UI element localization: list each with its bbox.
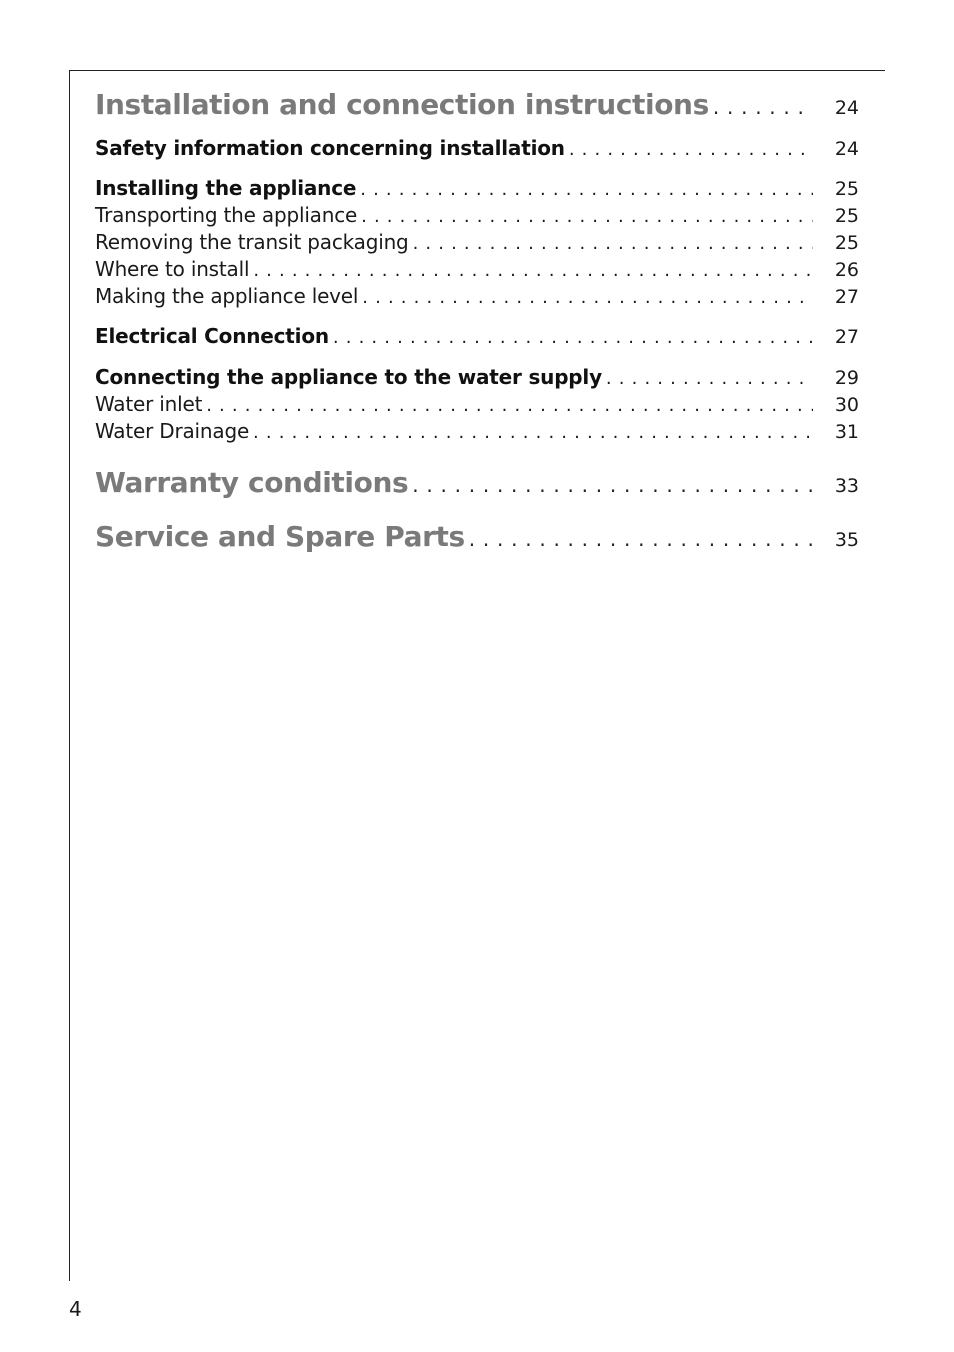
leader-dots xyxy=(713,95,813,119)
toc-entry[interactable] xyxy=(95,203,859,227)
toc-entry-title: Safety information concerning installation xyxy=(95,136,565,160)
left-rule xyxy=(69,70,70,1281)
toc-entry[interactable] xyxy=(95,88,859,121)
toc-entry[interactable] xyxy=(95,230,859,254)
leader-dots xyxy=(360,179,813,200)
toc-entry-page: 27 xyxy=(834,326,859,348)
leader-dots xyxy=(253,422,813,443)
leader-dots xyxy=(333,327,813,348)
leader-dots xyxy=(606,368,813,389)
toc-entry[interactable] xyxy=(95,466,859,499)
toc-entry-page: 35 xyxy=(834,529,859,551)
top-rule xyxy=(69,70,885,71)
page-number: 4 xyxy=(69,1297,82,1321)
toc-entry-title: Connecting the appliance to the water supply xyxy=(95,365,602,389)
toc-entry[interactable] xyxy=(95,176,859,200)
leader-dots xyxy=(206,395,813,416)
toc-entry-title: Electrical Connection xyxy=(95,324,329,348)
leader-dots xyxy=(362,287,813,308)
toc-entry-title: Making the appliance level xyxy=(95,284,359,308)
leader-dots xyxy=(253,260,813,281)
leader-dots xyxy=(361,206,813,227)
toc-entry-title: Warranty conditions xyxy=(95,466,409,499)
toc-entry-title: Water Drainage xyxy=(95,419,250,443)
leader-dots xyxy=(569,139,813,160)
toc-entry-title: Water inlet xyxy=(95,392,203,416)
toc-entry-title: Service and Spare Parts xyxy=(95,520,465,553)
toc-entry[interactable] xyxy=(95,284,859,308)
toc-entry-page: 29 xyxy=(834,367,859,389)
toc-entry-title: Installing the appliance xyxy=(95,176,357,200)
toc-entry[interactable] xyxy=(95,419,859,443)
toc-entry-page: 30 xyxy=(834,394,859,416)
toc-entry-title: Where to install xyxy=(95,257,250,281)
toc-entry-page: 33 xyxy=(834,475,859,497)
toc-entry[interactable] xyxy=(95,520,859,553)
toc-entry-title: Removing the transit packaging xyxy=(95,230,409,254)
toc-entry-page: 25 xyxy=(834,232,859,254)
toc-entry-title: Installation and connection instructions xyxy=(95,88,709,121)
toc-entry-page: 25 xyxy=(834,178,859,200)
toc-entry[interactable] xyxy=(95,365,859,389)
toc-entry[interactable] xyxy=(95,324,859,348)
leader-dots xyxy=(469,527,813,551)
toc-entry-page: 27 xyxy=(834,286,859,308)
toc-entry[interactable] xyxy=(95,392,859,416)
toc-entry-page: 26 xyxy=(834,259,859,281)
leader-dots xyxy=(413,233,813,254)
toc-entry-page: 25 xyxy=(834,205,859,227)
leader-dots xyxy=(412,473,813,497)
toc-entry-page: 24 xyxy=(834,138,859,160)
toc-entry-page: 31 xyxy=(834,421,859,443)
toc-entry[interactable] xyxy=(95,136,859,160)
toc-entry-page: 24 xyxy=(834,97,859,119)
toc-entry[interactable] xyxy=(95,257,859,281)
toc-entry-title: Transporting the appliance xyxy=(95,203,358,227)
